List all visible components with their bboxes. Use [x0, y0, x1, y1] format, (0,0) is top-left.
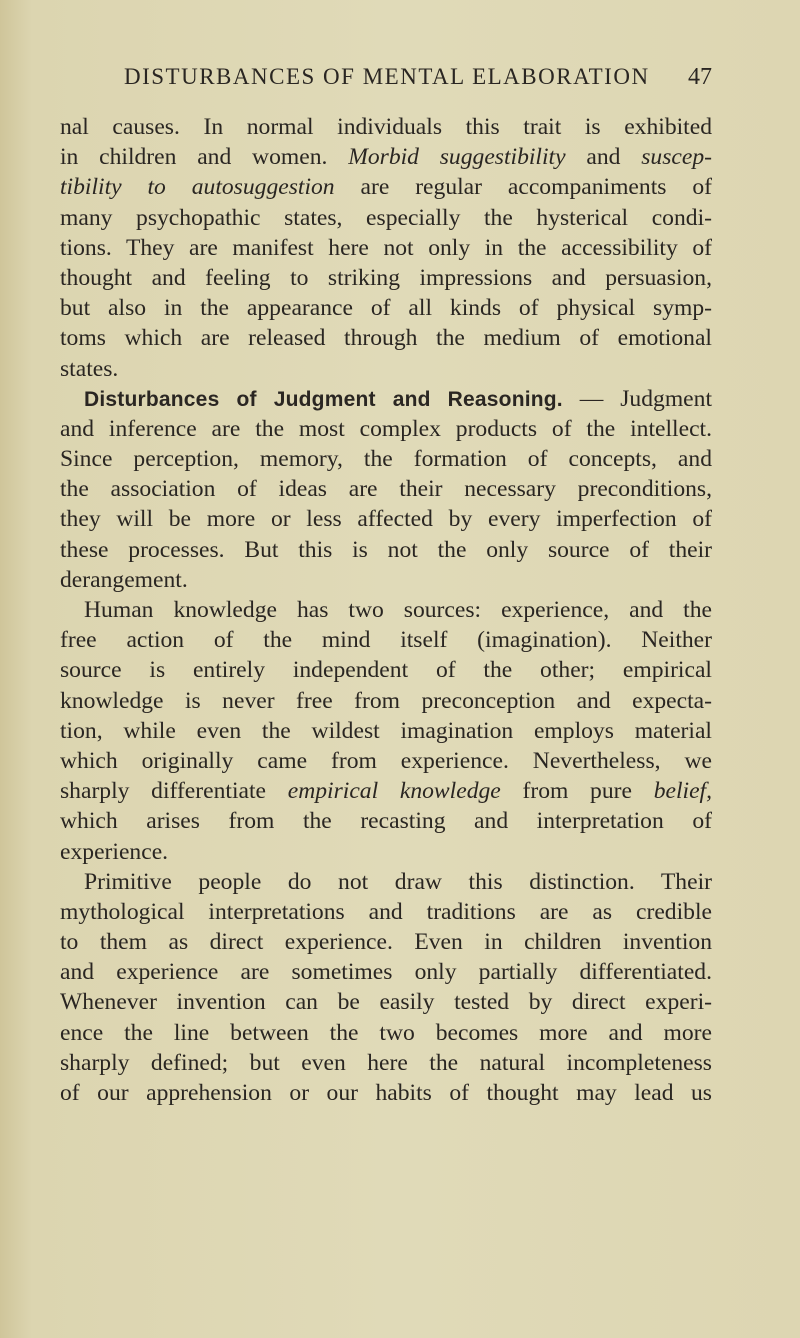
- text-run: and: [586, 144, 621, 171]
- text-line: free action of the mind itself (imagination). Neither: [60, 627, 712, 654]
- text-line: nal causes. In normal individuals this trait is exhibited: [60, 114, 712, 140]
- text-line: Primitive people do not draw this distinction. Their: [84, 868, 712, 895]
- text-run: from pure: [522, 778, 632, 805]
- section-heading: Disturbances of Judgment and Reasoning.: [84, 387, 563, 411]
- text-line: [60, 776, 712, 806]
- text-line: but also in the appearance of all kinds of physical symp-: [60, 295, 712, 322]
- text-line: the association of ideas are their necessary preconditions,: [60, 476, 712, 503]
- text-line: and inference are the most complex products of the intellect.: [60, 415, 712, 442]
- italic-term: empirical knowledge: [287, 778, 501, 805]
- italic-term: suscep-: [641, 144, 712, 171]
- text-line: Human knowledge has two sources: experience, and the: [84, 597, 712, 623]
- text-run: are regular accompaniments of: [360, 174, 712, 201]
- text-line: sharply defined; but even here the natural incompleteness: [60, 1049, 712, 1076]
- page-number: 47: [688, 64, 712, 90]
- text-line: [60, 172, 712, 202]
- text-line: [60, 142, 712, 172]
- text-line: states.: [60, 355, 119, 382]
- text-run: — Judgment: [579, 385, 713, 412]
- text-line: knowledge is never free from preconception and expecta-: [60, 687, 712, 714]
- section-heading-line: [60, 384, 712, 414]
- running-head: DISTURBANCES OF MENTAL ELABORATION: [124, 64, 650, 89]
- text-line: these processes. But this is not the only source of their: [60, 536, 712, 563]
- text-line: which originally came from experience. Nevertheless, we: [60, 747, 712, 774]
- text-line: Whenever invention can be easily tested by direct experi-: [60, 989, 712, 1016]
- italic-term: tibility to autosuggestion: [60, 174, 335, 201]
- body-text: [60, 112, 712, 1108]
- text-run: sharply differentiate: [60, 778, 267, 805]
- page-header: [112, 58, 712, 94]
- text-line: toms which are released through the medium of emotional: [60, 325, 712, 352]
- text-line: tions. They are manifest here not only in the accessibility of: [60, 234, 712, 261]
- text-line: ence the line between the two becomes more and more: [60, 1019, 712, 1046]
- text-line: they will be more or less affected by every imperfection of: [60, 506, 712, 533]
- italic-term: Morbid suggestibility: [348, 144, 566, 171]
- text-run: in children and women.: [60, 144, 328, 171]
- text-line: of our apprehension or our habits of thought may lead us: [60, 1080, 712, 1106]
- text-line: source is entirely independent of the other; empirical: [60, 657, 712, 684]
- text-line: many psychopathic states, especially the hysterical condi-: [60, 204, 712, 231]
- text-line: tion, while even the wildest imagination employs material: [60, 717, 712, 744]
- text-line: experience.: [60, 838, 169, 865]
- italic-term: belief,: [653, 778, 713, 805]
- text-line: which arises from the recasting and interpretation of: [60, 808, 712, 835]
- text-line: and experience are sometimes only partially differentiated.: [60, 959, 712, 986]
- text-line: derangement.: [60, 566, 188, 593]
- text-line: Since perception, memory, the formation of concepts, and: [60, 446, 712, 473]
- text-line: thought and feeling to striking impressions and persuasion,: [60, 264, 712, 291]
- text-line: mythological interpretations and traditions are as credible: [60, 898, 712, 925]
- text-line: to them as direct experience. Even in children invention: [60, 929, 712, 956]
